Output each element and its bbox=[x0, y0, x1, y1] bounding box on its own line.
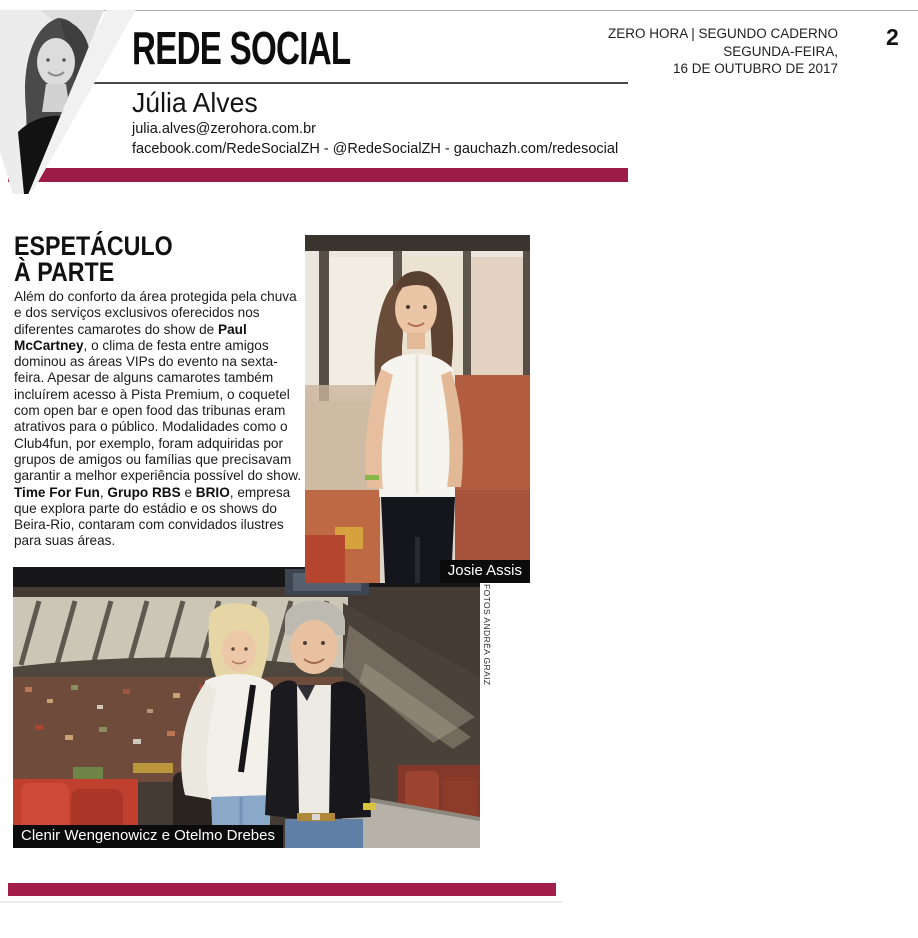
edition-info bbox=[560, 25, 838, 78]
column-title: REDE SOCIAL bbox=[132, 22, 351, 74]
masthead-accent-bar bbox=[8, 168, 628, 182]
footer-accent-bar bbox=[8, 883, 556, 896]
edition-line-1: ZERO HORA | SEGUNDO CADERNO bbox=[607, 26, 838, 41]
author-name: Júlia Alves bbox=[132, 87, 258, 118]
photo-caption: Josie Assis bbox=[440, 560, 530, 583]
edition-line-2: SEGUNDA-FEIRA, bbox=[723, 43, 838, 59]
photo-clenir-otelmo bbox=[13, 567, 480, 848]
headline-line-1: ESPETÁCULO bbox=[14, 231, 173, 261]
body-text-segment: Além do conforto da área protegida pela chuva e dos serviços exclusivos oferecidos nos diferentes camarotes do show de bbox=[14, 289, 297, 337]
footer-faint-rule bbox=[0, 901, 562, 903]
body-text-segment: , empresa que explora parte do estádio e os shows do Beira-Rio, contaram com convidados ilustres para suas áreas. bbox=[14, 484, 291, 549]
photo-credit: FOTOS ANDRÉA GRAIZ bbox=[482, 584, 492, 686]
body-text-bold-segment: Time For Fun bbox=[14, 484, 100, 500]
body-text-segment: e bbox=[180, 484, 196, 500]
author-social-handles: facebook.com/RedeSocialZH - @RedeSocialZH - gauchazh.com/redesocial bbox=[132, 141, 619, 157]
photo-josie bbox=[305, 235, 530, 583]
body-text-bold-segment: Paul McCartney bbox=[14, 321, 247, 353]
article-body bbox=[14, 289, 305, 550]
headline-line-2: À PARTE bbox=[14, 257, 115, 287]
page-number: 2 bbox=[886, 24, 899, 50]
article-headline bbox=[14, 233, 173, 285]
photo-couple-art bbox=[13, 567, 480, 848]
body-text-bold-segment: Grupo RBS bbox=[107, 484, 181, 500]
top-rule bbox=[0, 10, 918, 11]
photo-caption: Clenir Wengenowicz e Otelmo Drebes bbox=[13, 825, 283, 848]
author-email: julia.alves@zerohora.com.br bbox=[132, 121, 316, 137]
photo-josie-art bbox=[305, 235, 530, 583]
body-text-segment: , o clima de festa entre amigos dominou as áreas VIPs do evento na sexta-feira. Apesar de alguns camarotes também incluírem acesso à Pista Premium, o coquetel com open bar e open food das tribunas eram atrativos para o público. Modalidades como o Club4fun, por exemplo, foram adquiridas por grupos de amigos ou famílias que precisavam garantir a melhor experiência possível do show. bbox=[14, 337, 302, 484]
body-text-segment: , bbox=[99, 484, 108, 500]
edition-line-3: 16 DE OUTUBRO DE 2017 bbox=[672, 61, 838, 76]
body-text-bold-segment: BRIO bbox=[195, 484, 230, 500]
